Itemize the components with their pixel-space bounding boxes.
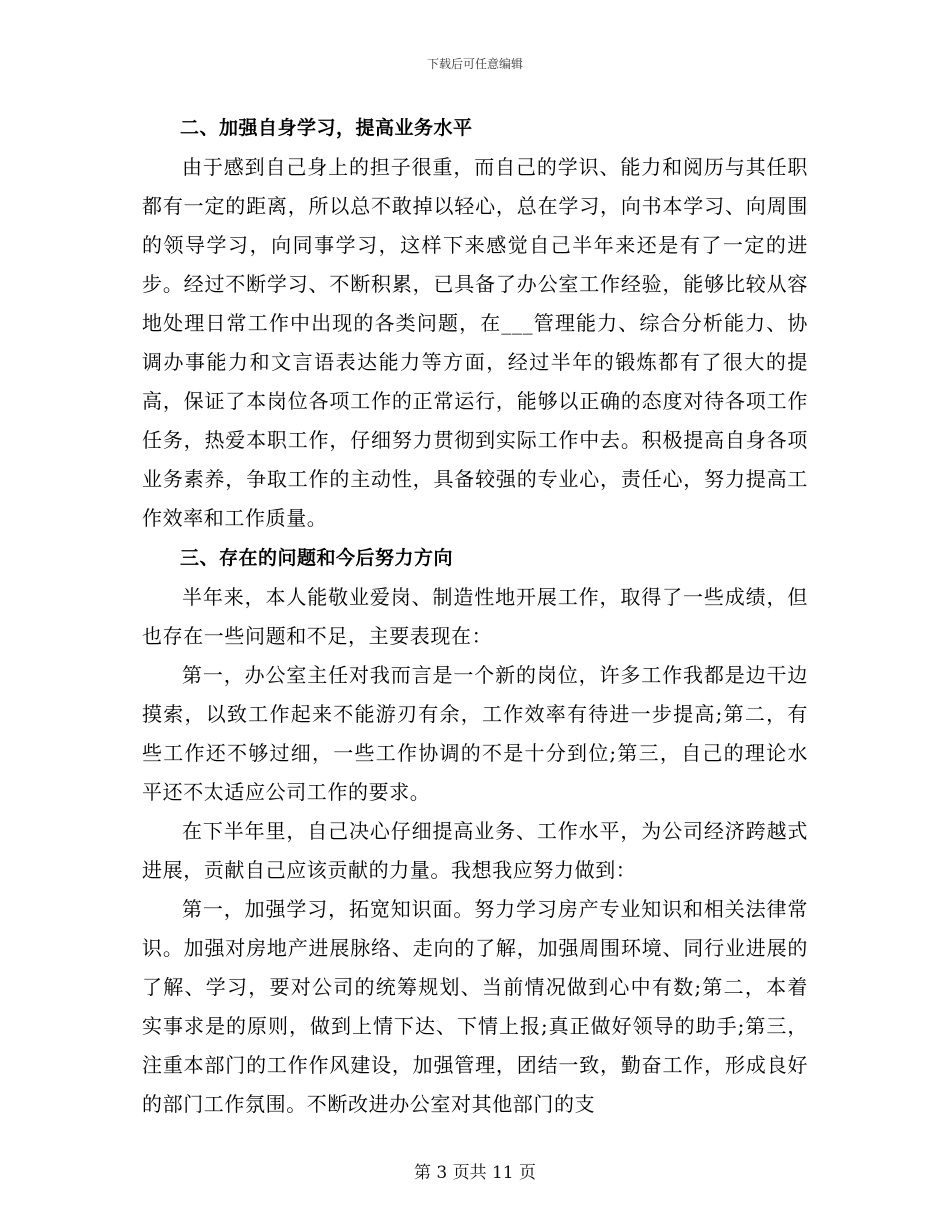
- section-heading-2: 二、加强自身学习，提高业务水平: [180, 117, 473, 139]
- page-footer: 第 3 页共 11 页: [413, 1163, 537, 1183]
- paragraph: 半年来，本人能敬业爱岗、制造性地开展工作，取得了一些成绩，但也存在一些问题和不足，主要表现在：: [142, 585, 808, 648]
- section-heading-3: 三、存在的问题和今后努力方向: [180, 547, 454, 569]
- document-body: [142, 108, 808, 1124]
- paragraph: 第一，办公室主任对我而言是一个新的岗位，许多工作我都是边干边摸索，以致工作起来不能游刃有余，工作效率有待进一步提高;第二，有些工作还不够过细，一些工作协调的不是十分到位;第三，自己的理论水平还不太适应公司工作的要求。: [142, 663, 808, 804]
- page-header: 下载后可任意编辑: [426, 57, 523, 71]
- paragraph: 第一，加强学习，拓宽知识面。努力学习房产专业知识和相关法律常识。加强对房地产进展脉络、走向的了解，加强周围环境、同行业进展的了解、学习，要对公司的统筹规划、当前情况做到心中有数;第二，本着实事求是的原则，做到上情下达、下情上报;真正做好领导的助手;第三，注重本部门的工作作风建设，加强管理，团结一致，勤奋工作，形成良好的部门工作氛围。不断改进办公室对其他部门的支: [142, 897, 808, 1116]
- paragraph: 在下半年里，自己决心仔细提高业务、工作水平，为公司经济跨越式进展，贡献自己应该贡献的力量。我想我应努力做到：: [142, 819, 808, 882]
- paragraph: 由于感到自己身上的担子很重，而自己的学识、能力和阅历与其任职都有一定的距离，所以总不敢掉以轻心，总在学习，向书本学习、向周围的领导学习，向同事学习，这样下来感觉自己半年来还是有了一定的进步。经过不断学习、不断积累，已具备了办公室工作经验，能够比较从容地处理日常工作中出现的各类问题，在___管理能力、综合分析能力、协调办事能力和文言语表达能力等方面，经过半年的锻炼都有了很大的提高，保证了本岗位各项工作的正常运行，能够以正确的态度对待各项工作任务，热爱本职工作，仔细努力贯彻到实际工作中去。积极提高自身各项业务素养，争取工作的主动性，具备较强的专业心，责任心，努力提高工作效率和工作质量。: [142, 155, 808, 530]
